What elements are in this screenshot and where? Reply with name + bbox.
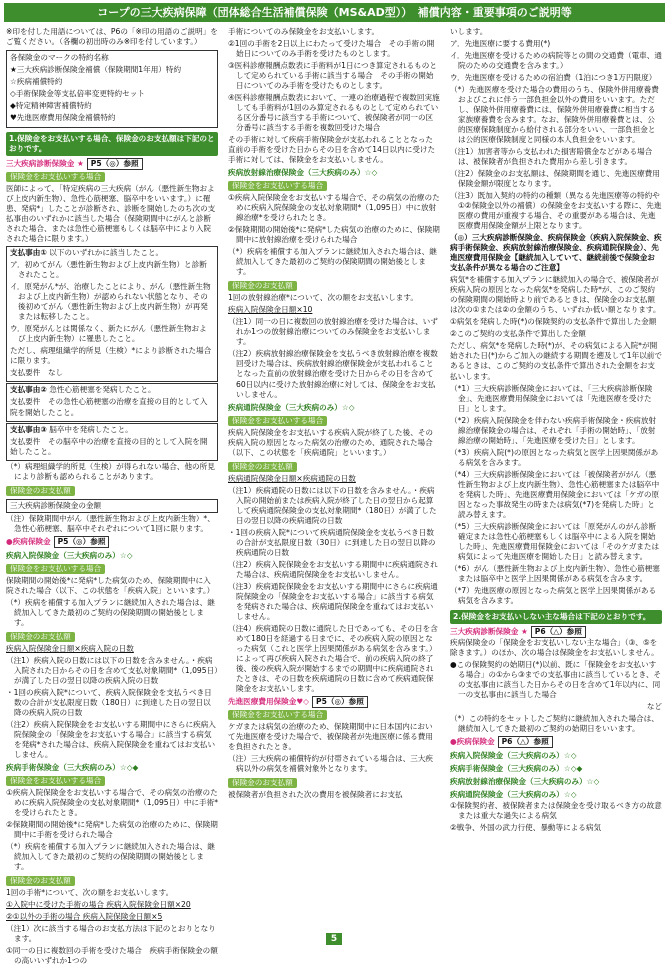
body-text: ②保険期間の開始後*に発病*した病気の治療のために、保険期間中に放射線治療を受けられた場合 xyxy=(228,225,440,245)
legend-item: ★三大疾病診断保険金補償（保険期間1年用）特約 xyxy=(10,65,182,75)
body-text: ②このご契約の支払条件で算出した金額 xyxy=(450,329,586,339)
page-reference: P6（△）参照 xyxy=(498,736,553,748)
body-text: いします。 xyxy=(450,27,488,36)
body-text: 手術についてのみ保険金をお支払いします。 xyxy=(228,27,380,36)
footnote: （*4）三大疾病診断保険金においては「被保険者ががん（悪性新生物および上皮内新生物）、急性心筋梗塞または脳卒中を発病した時」、先進医療費用保険金においては「ケガの原因となった事故発生の時または病気(*7)を発病した時」と読み替えます。 xyxy=(450,469,660,519)
benefit-title: 三大疾病診断保険金 ★ xyxy=(6,159,84,169)
body-text: 保険期間の開始後*に発病*した病気のため、保険期間中に入院された場合（以下、この状態を「疾病入院」といいます。） xyxy=(6,575,215,595)
body-text: その手術に対して疾病手術保険金が支払われることとなった直前の手術を受けた日からその日を含めて14日以内に受けた手術に対しては、保険金をお支払いしません。 xyxy=(228,135,436,165)
condition-item: ア．初めてがん（悪性新生物および上皮内新生物）と診断されたこと。 xyxy=(10,260,207,280)
body-text: ただし、病気*を発病した時(*)が、その病気による入院*が開始された日(*)からご加入の継続する期間を遡及して1年以前であるときは、このご契約の支払条件で算出された金額をお支払いします。 xyxy=(450,341,662,381)
footnote: （注3）疾病通院保険金をお支払いする期間中にさらに疾病通院保険金の「保険金をお支払いする場合」に該当する病気を発病された場合は、疾病通院保険金を重ねてはお支払いしません。 xyxy=(228,581,438,621)
footnote: （注2）保険金のお支払額は、保険期間を通じ、先進医療費用保険金額が限度となります。 xyxy=(450,169,660,189)
footnote: ・1回の疾病入院*について、疾病入院保険金を支払うべき日数の合計が支払限度日数（180日）に到達した日の翌日以降の疾病入院の日数 xyxy=(6,687,212,717)
body-text: 医師によって、「特定疾病の三大疾病（がん（悪性新生物および上皮内新生物）、急性心筋梗塞、脳卒中をいいます。）に罹患、発病*」したことが診断され、診断を開始したのち次の支払事由のいずれかに該当した場合（保険期間中にがんと診断された場合、または急性心筋梗塞もしくは脳卒中により入院された場合に限ります。） xyxy=(6,184,216,244)
amount-formula: 疾病通院保険金日額×疾病通院の日数 xyxy=(228,473,356,483)
amount-formula: ①入院中に受けた手術の場合 疾病入院保険金日額×20 xyxy=(6,900,191,910)
body-text: ①保険契約者、被保険者または保険金を受け取るべき方の故意または重大な過失による病気 xyxy=(450,801,662,821)
legend-item: ♥先進医療費用保険金補償特約 xyxy=(10,113,116,123)
benefit-title: 疾病通院保険金（三大疾病のみ）☆◇ xyxy=(228,402,355,412)
column-2 xyxy=(228,27,440,932)
condition-label: 支払事由③ xyxy=(10,424,47,434)
subheading-chip: 保険金のお支払額 xyxy=(6,486,75,496)
condition-text: 急性心筋梗塞を発病したこと。 xyxy=(49,385,156,395)
benefit-title: 疾病放射線治療保険金（三大疾病のみ）☆◇ xyxy=(228,168,378,178)
subheading-chip: 保険金をお支払いする場合 xyxy=(228,416,327,426)
payment-condition-box xyxy=(6,383,218,421)
footnote: （*2）疾病入院保険金を伴わない疾病手術保険金・疾病放射線治療保険金の場合は、それぞれ「手術の開始時」、「放射線治療の開始時」、「先進医療を受けた日」とします。 xyxy=(450,415,657,445)
condition-label: 支払事由② xyxy=(10,385,47,395)
benefit-category: ●疾病保険金 xyxy=(6,536,51,546)
column-3 xyxy=(450,27,662,932)
condition-item: ウ．原発がんとは関係なく、新たにがん（悪性新生物および上皮内新生物）に罹患したこと。 xyxy=(10,324,207,344)
body-text: ②保険期間の開始後*に発病*した病気の治療のために、保険期間中に手術を受けられた場合 xyxy=(6,820,218,840)
footnote: （注1）疾病入院の日数には以下の日数を含みません。・疾病入院された日からその日を含めて支払対象期間*（1,095日）が満了した日の翌日以降の疾病入院の日数 xyxy=(6,655,218,685)
legend-item: ◆特定精神障害補償特約 xyxy=(10,101,92,111)
payment-condition-box xyxy=(6,246,218,382)
footnote: （注3）既加入契約の特約の種類（異なる先進医療等の特約や①②保険金以外の補償）の保険金をお支払いする際に、先進医療の費用が重複する場合、その重要がある場合は、先進医療費用保険金額が上限となります。 xyxy=(450,191,662,231)
benefit-category: ●疾病保険金 xyxy=(450,737,495,747)
footnote: （*）疾病を補償する加入プランに継続加入された場合は、継続加入してきた最初のご契約の保険期間の開始後とします。 xyxy=(228,247,437,277)
footnote: （*）病理組織学的所見（生検）が得られない場合、他の所見により診断も認められることがあります。 xyxy=(6,461,215,481)
payment-condition-box xyxy=(6,423,218,461)
benefit-title: 先進医療費用保険金♥◇ xyxy=(228,696,309,706)
condition-text: 以下のいずれかに該当したこと。 xyxy=(49,248,164,258)
benefit-title: 疾病入院保険金（三大疾病のみ）☆◇ xyxy=(450,751,577,761)
body-text: ③医科診療報酬点数表に手術料が1日につき算定されるものとして定められている手術に該当する場合 その手術の開始日についてのみ手術を受けたものとします。 xyxy=(228,61,437,91)
legend-item: 各保険金のマークの特約名称 xyxy=(10,53,109,63)
footnote: （*1）三大疾病診断保険金においては、「三大疾病診断保険金」、先進医療費用保険金においては「先進医療を受けた日」とします。 xyxy=(450,383,653,413)
footnote: （注1）疾病通院の日数には以下の日数を含みません。・疾病入院の開始前または疾病入院が終了した日の翌日から起算して疾病通院保険金の支払対象期間*（180日）が満了した日の翌日以降の疾病通院の日数 xyxy=(228,485,437,525)
body-text: ウ．先進医療を受けるための宿泊費（1泊につき1万円限度） xyxy=(450,73,657,83)
footnote: （注1）次に該当する場合のお支払方法は下記のとおりとなります。 xyxy=(6,924,216,944)
footnote: （注1）加害者等から支払われた損害賠償金などがある場合は、被保険者が負担された費用から差し引きます。 xyxy=(450,147,653,167)
legend-item: ☆疾病補償特約 xyxy=(10,77,63,87)
footnote: ①同一の日に複数回の手術を受けた場合 疾病手術保険金の額の高いいずれか1つの xyxy=(6,946,218,966)
body-text: 1回の放射線治療*について、次の額をお支払いします。 xyxy=(228,293,418,303)
column-1 xyxy=(6,27,218,966)
notice-heading: （◎）三大疾病診断保険金、疾病保険金（疾病入院保険金、疾病手術保険金、疾病放射線治療保険金、疾病通院保険金）、先進医療費用保険金【継続加入していて、継続前後で保険金お支払条件が異なる場合のご注意】 xyxy=(450,233,662,273)
footnote: （*6）がん（悪性新生物および上皮内新生物）、急性心筋梗塞または脳卒中と医学上因果関係がある病気を含みます。 xyxy=(450,563,660,583)
footnote: （*）先進医療を受けた場合の費用のうち、保険外併用療養費およびこれに伴う一部負担金以外の費用をいいます。ただし、保険外併用療養費には、保険外併用療養費に相当する家族療養費を含みます。なお、保険外併用療養費とは、公的医療保険制度から給付される部分をいい、一部負担金とは公的医療保険制度と同様の本人負担金をいいます。 xyxy=(450,85,659,145)
subheading-chip: 保険金をお支払いする場合 xyxy=(6,776,105,786)
page-reference: P6（△）参照 xyxy=(531,626,586,638)
footnote: （*）疾病を補償する加入プランに継続加入された場合は、継続加入してきた最初のご契約の保険期間の開始後とします。 xyxy=(6,597,215,627)
footnote: （注1）同一の日に複数回の放射線治療を受けた場合は、いずれか1つの放射線治療についてのみ保険金をお支払いします。 xyxy=(228,317,438,347)
footnote: （*）この特約をセットしたご契約に継続加入された場合は、継続加入してきた最初のご契約の始期日をいいます。 xyxy=(450,713,659,733)
subheading-chip: 保険金をお支払いする場合 xyxy=(6,172,105,182)
subheading-chip: 保険金のお支払額 xyxy=(228,281,297,291)
subheading-chip: 保険金のお支払額 xyxy=(6,632,75,642)
page-reference: P5（◎）参照 xyxy=(54,536,110,548)
benefit-title: 疾病入院保険金（三大疾病のみ）☆◇ xyxy=(6,550,133,560)
footnote: （注2）疾病放射線治療保険金を支払うべき放射線治療を複数回受けた場合は、疾病放射線治療保険金が支払われることとなった直前の放射線治療を受けた日からその日を含めて60日以内に受けた放射線治療に対しては、保険金をお支払いしません。 xyxy=(228,349,438,399)
footnote: （注）三大疾病の補償特約が付帯されている場合は、三大疾病以外の病気を補償対象外となります。 xyxy=(228,754,434,774)
body-text: 病気*を補償する加入プランに継続加入の場合で、被保険者が疾病入院の原因となった病気*を発病した時*が、このご契約の保険期間の開始時より前であるときは、保険金のお支払額は次の①または②の金額のうち、いずれか低い額となります。 xyxy=(450,275,661,315)
body-text: ①疾病入院保険金をお支払いする場合で、その病気の治療のために疾病入院保険金の支払対象期間*（1,095日）中に放射線治療*を受けられたとき。 xyxy=(228,193,440,223)
body-text: など xyxy=(646,701,662,711)
section-heading: 1.保険金をお支払いする場合、保険金のお支払額は下記のとおりです。 xyxy=(6,132,218,156)
benefit-title: 疾病通院保険金（三大疾病のみ）☆◇ xyxy=(450,790,577,800)
footnote: （*7）先進医療の原因となった病気と医学上因果関係がある病気を含みます。 xyxy=(450,585,657,605)
condition-requirement: 支払要件 その脳卒中の治療を直接の目的として入院を開始したこと。 xyxy=(10,436,208,456)
subheading-chip: 保険金のお支払額 xyxy=(6,876,75,886)
legend-box xyxy=(6,50,218,128)
footnote: （*3）疾病入院(*)の原因となった病気と医学上因果関係がある病気を含みます。 xyxy=(450,447,659,467)
condition-text: 脳卒中を発病したこと。 xyxy=(49,424,133,434)
page-reference: P5（◎）参照 xyxy=(312,696,368,708)
page-title: コープの三大疾病保障（団体総合生活補償保険（MS&AD型）） 補償内容・重要事項のご説明等 xyxy=(4,3,665,22)
columns xyxy=(6,27,664,966)
amount-formula: ②①以外の手術の場合 疾病入院保険金日額×5 xyxy=(6,912,163,922)
benefit-title: 三大疾病診断保険金 ★ xyxy=(450,626,528,636)
page-number: 5 xyxy=(326,933,342,945)
subheading-chip: 保険金をお支払いする場合 xyxy=(6,564,105,574)
condition-item: イ．原発がん*が、治療したことにより、がん（悪性新生物および上皮内新生物）が認められない状態となり、その後初めてがん（悪性新生物および上皮内新生物）が再発または転移したこと。 xyxy=(10,282,211,322)
section-heading: 2.保険金をお支払いしない主な場合は下記のとおりです。 xyxy=(450,610,662,624)
subheading-chip: 保険金のお支払額 xyxy=(228,778,297,788)
condition-item: ただし、病理組織学的所見（生検）*により診断された場合に限ります。 xyxy=(10,346,212,366)
footnote: （*）疾病を補償する加入プランに継続加入された場合は、継続加入してきた最初のご契約の保険期間の開始後とします。 xyxy=(6,842,215,872)
body-text: 疾病保険金の「保険金をお支払いしない主な場合」（③、⑤を除きます。）のほか、次の場合は保険金をお支払いしません。 xyxy=(450,637,659,657)
condition-requirement: 支払要件 なし xyxy=(10,368,64,378)
benefit-title: 疾病手術保険金（三大疾病のみ）☆◇◆ xyxy=(6,762,139,772)
page-reference: P5（◎）参照 xyxy=(87,158,143,170)
footnote: （注2）疾病入院保険金をお支払いする期間中にさらに疾病入院保険金の「保険金をお支払いする場合」に該当する病気を発病*された場合は、疾病入院保険金を重ねてはお支払いしません。 xyxy=(6,719,216,759)
subheading-chip: 保険金をお支払いする場合 xyxy=(228,710,327,720)
body-text: ①病気を発病した時(*)の保険契約の支払条件で算出した金額 xyxy=(450,317,657,327)
legend-item: ◇手術保険金等支払倍率変更特約セット xyxy=(10,89,145,99)
amount-formula: 疾病入院保険金日額×10 xyxy=(228,305,313,315)
condition-label: 支払事由① xyxy=(10,248,47,258)
footnote: （注4）疾病通院の日数に通院した日であっても、その日を含めて180日を経過する日までに、その疾病入院の原因となった病気（これと医学上因果関係がある病気を含みます。）によって再び疾病入院された場合で、前の疾病入院の終了後、後の疾病入院が開始するまでの期間中に疾病通院されたときは、その日数を疾病通院の日数に含めて疾病通院保険金をお支払いします。 xyxy=(228,623,438,693)
subheading-chip: 保険金をお支払いする場合 xyxy=(228,181,327,191)
body-text: ア．先進医療に要する費用(*) xyxy=(450,39,551,49)
body-text: ①疾病入院保険金をお支払いする場合で、その病気の治療のために疾病入院保険金の支払対象期間*（1,095日）中に手術*を受けられたとき。 xyxy=(6,788,218,818)
subheading-chip: 保険金のお支払額 xyxy=(228,462,297,472)
body-text: イ．先進医療を受けるための病院等との間の交通費（電車、通院のための交通費を含みます。） xyxy=(450,51,662,71)
footnote: （*5）三大疾病診断保険金においては「原発がんのがん診断確定または急性心筋梗塞もしくは脳卒中による入院を開始した時」、先進医療費用保険金においては「そのケガまたは病気によって先進医療を開始した日」と読み替えます。 xyxy=(450,521,660,561)
body-text: ④医科診療報酬点数表において、一連の治療過程で複数回実施しても手術料が1回のみ算定されるものとして定められている区分番号に該当する手術について、被保険者が同一の区分番号に該当する手術を複数回受けた場合 xyxy=(228,93,440,133)
body-text: 被保険者が負担された次の費用を被保険者にお支払 xyxy=(228,790,403,800)
body-text: ②1回の手術を2日以上にわたって受けた場合 その手術の開始日についてのみ手術を受けたものとします。 xyxy=(228,39,435,59)
body-text: ケガまたは病気の治療のため、保険期間中に日本国内において先進医療を受けた場合で、被保険者が先進医療に係る費用を負担されたとき。 xyxy=(228,721,433,752)
condition-requirement: 支払要件 その急性心筋梗塞の治療を直接の目的として入院を開始したこと。 xyxy=(10,397,208,417)
body-text: ●この保険契約の始期日(*)以前、既に「保険金をお支払いする場合」の①から③までの支払事由に該当しているとき、その支払事由に該当した日からその日を含めて1年以内に、同一の支払事由に該当した場合 xyxy=(450,659,662,699)
body-text: 1回の手術*について、次の額をお支払いします。 xyxy=(6,888,174,898)
benefit-title: 疾病放射線治療保険金（三大疾病のみ）☆◇ xyxy=(450,777,600,787)
body-text: ②戦争、外国の武力行使、暴動等による病気 xyxy=(450,823,602,833)
amount-formula: 疾病入院保険金日額×疾病入院の日数 xyxy=(6,643,134,653)
footnote: ・1回の疾病入院*について疾病通院保険金を支払うべき日数の合計が支払限度日数（30日）に到達した日の翌日以降の疾病通院の日数 xyxy=(228,527,436,557)
intro-note: ※印を付した用語については、P6の「※印の用語のご説明」をご覧ください。（各欄の初出時のみ※印を付しています。） xyxy=(6,27,218,47)
footnote: （注）保険期間中がん（悪性新生物および上皮内新生物）*、急性心筋梗塞、脳卒中それぞれについて1回に限ります。 xyxy=(6,513,215,533)
amount-box: 三大疾病診断保険金の金額 xyxy=(6,499,218,513)
body-text: 疾病入院保険金をお支払いする疾病入院が終了した後、その疾病入院の原因となった病気の治療のため、通院された場合（以下、この状態を「疾病通院」といいます。） xyxy=(228,427,434,457)
benefit-title: 疾病手術保険金（三大疾病のみ）☆◇◆ xyxy=(450,764,583,774)
footnote: （注2）疾病入院保険金をお支払いする期間中に疾病通院された場合は、疾病通院保険金をお支払いしません。 xyxy=(228,559,438,579)
